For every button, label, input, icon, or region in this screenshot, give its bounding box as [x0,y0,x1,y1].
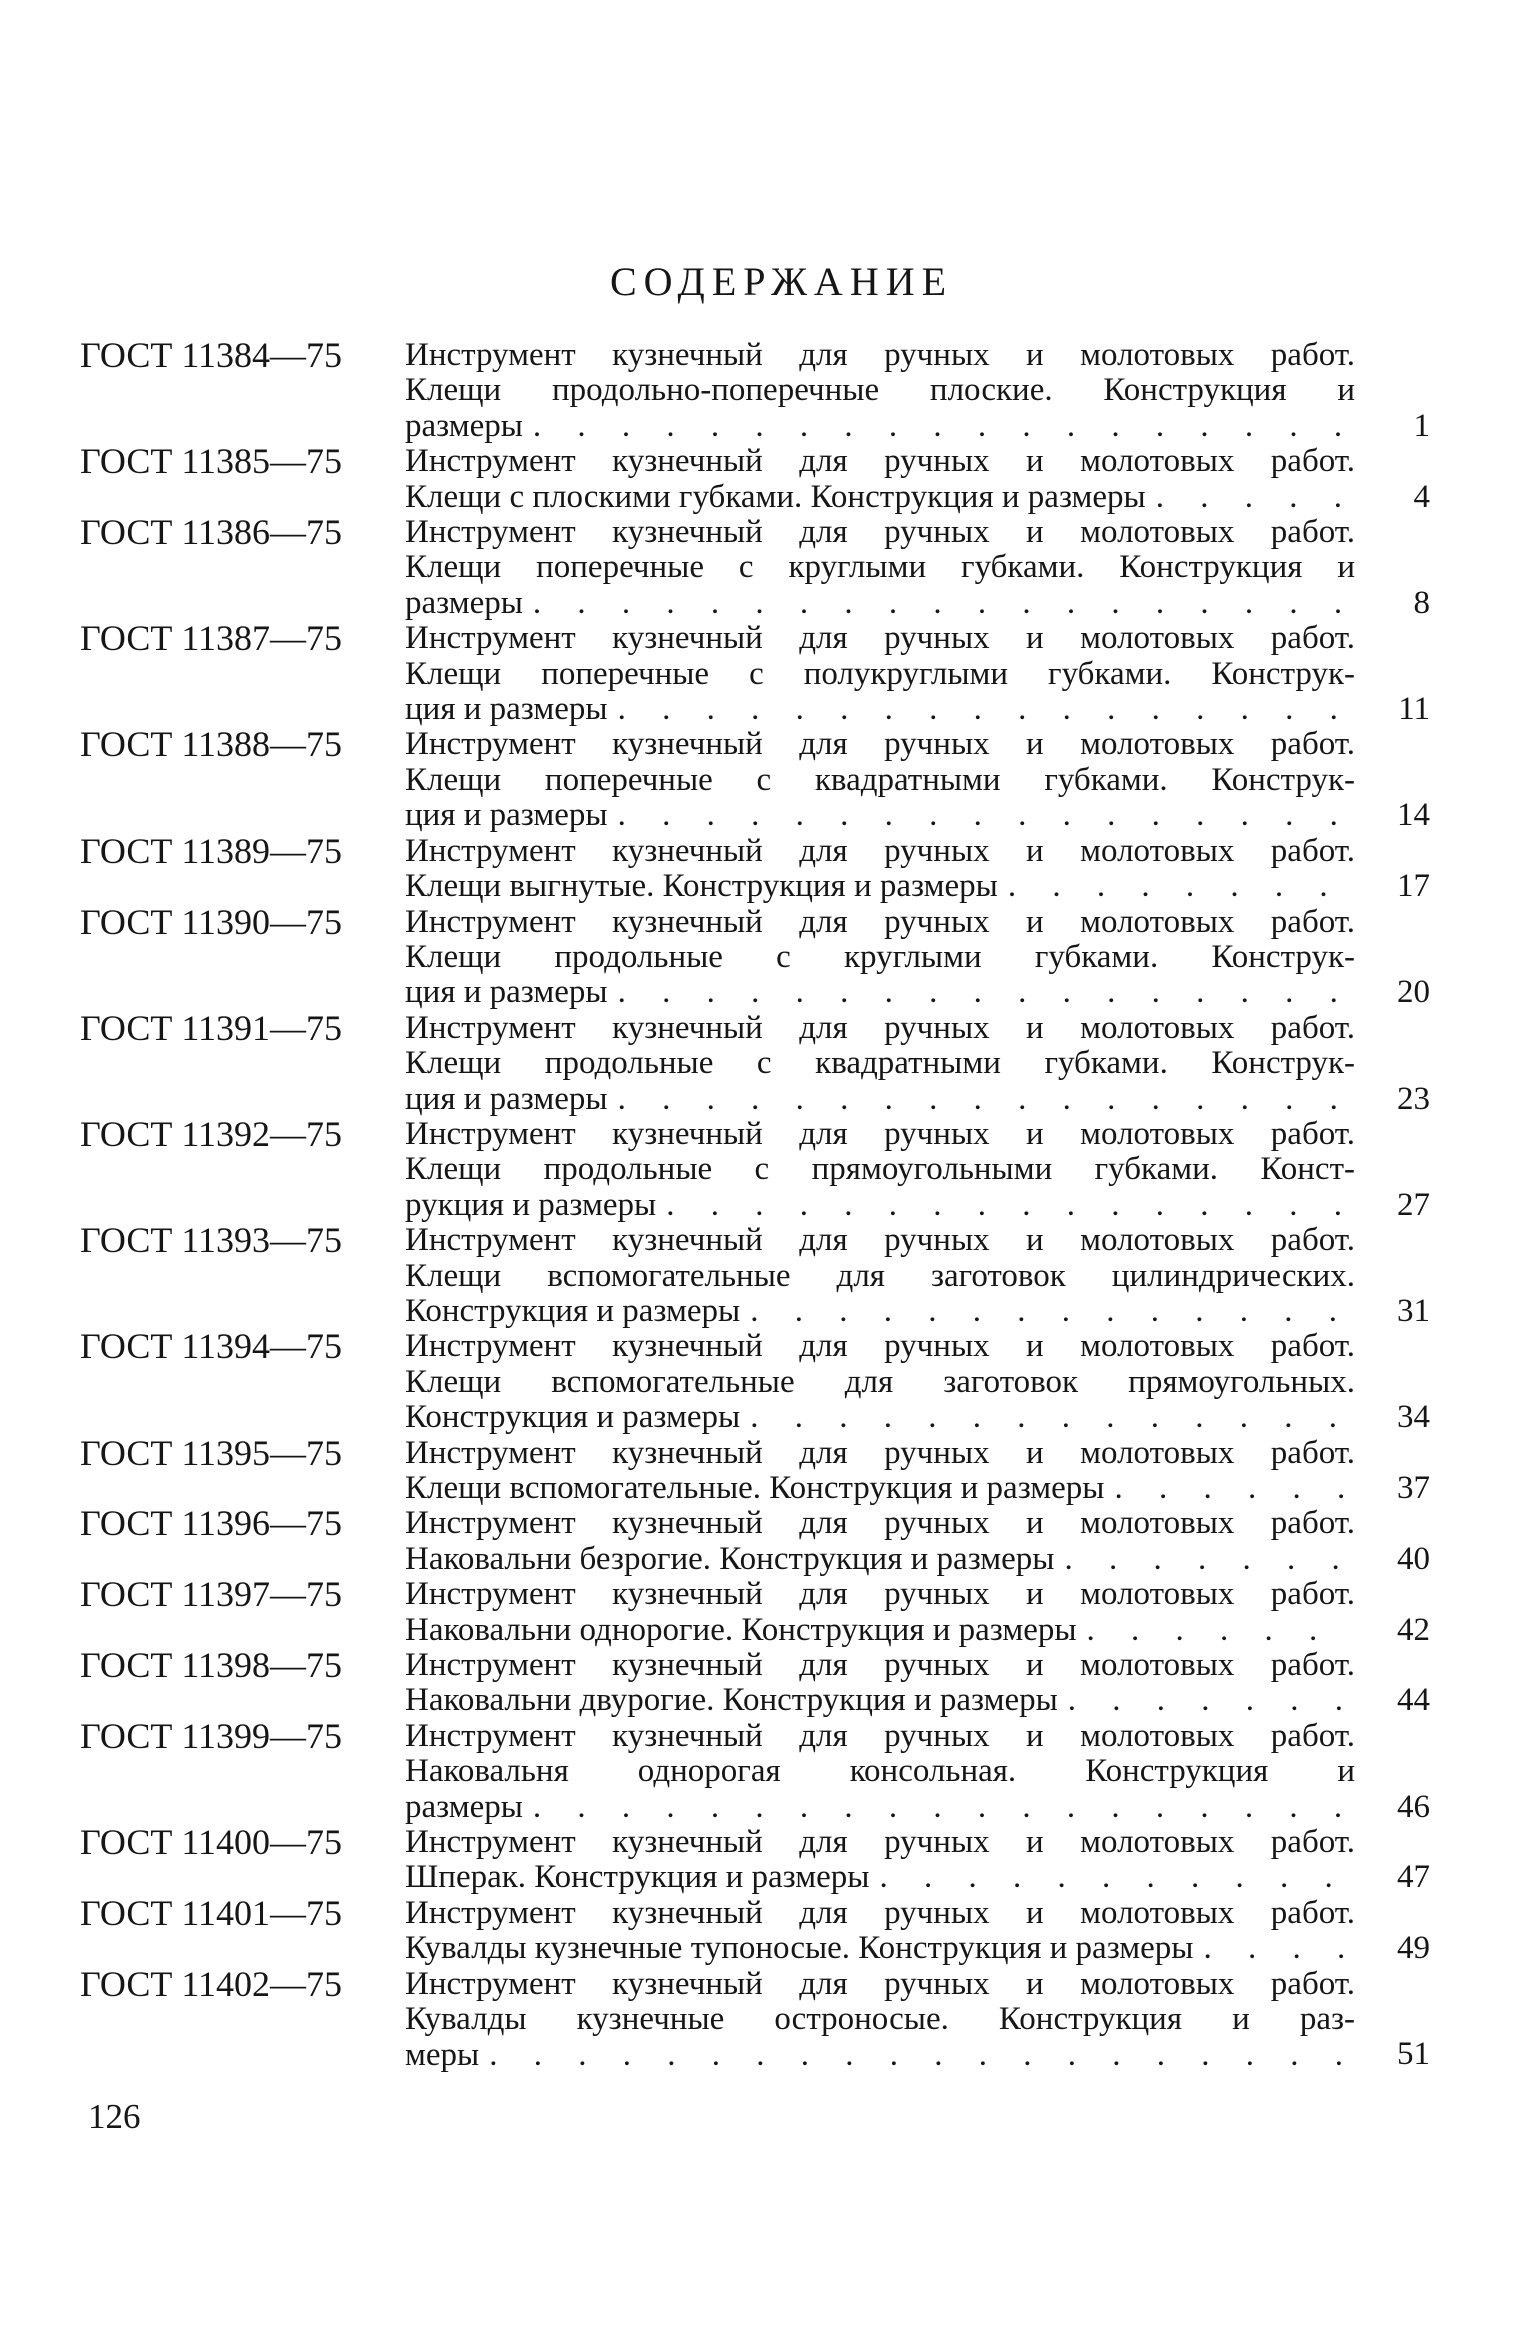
dot-leader [656,1188,1355,1223]
toc-entry [80,1892,1440,1967]
gost-code: ГОСТ 11401—75 [80,1892,343,1933]
toc-entry [80,1220,1440,1329]
description-line: Инструмент кузнечный для ручных и молотовых работ. [405,1115,1355,1152]
gost-code: ГОСТ 11384—75 [80,335,343,375]
page-ref: 51 [1397,2036,1430,2073]
toc-entry [80,618,1440,728]
dot-leader [523,409,1355,444]
entry-description [405,727,1355,833]
toc-entry [80,724,1440,834]
description-line: Инструмент кузнечный для ручных и молотовых работ. [405,443,1355,480]
gost-code: ГОСТ 11398—75 [80,1645,343,1686]
description-line: Клещи поперечные с полукруглыми губками. Конструк- [405,655,1355,692]
entry-description [405,444,1355,515]
gost-code: ГОСТ 11400—75 [80,1822,343,1863]
dot-leader [740,1294,1355,1329]
description-line: Инструмент кузнечный для ручных и молотовых работ. [405,1434,1355,1471]
gost-code: ГОСТ 11391—75 [80,1007,343,1048]
toc-entry [80,830,1440,905]
page-ref: 4 [1413,478,1430,515]
entry-description [405,1223,1355,1329]
description-line: Наковальня однорогая консольная. Конструкция и [405,1753,1355,1790]
dot-leader [608,798,1355,833]
page-ref: 1 [1413,407,1430,444]
description-line: ция и размеры [405,974,608,1011]
entry-description [405,1436,1355,1507]
toc-entry [80,901,1440,1011]
gost-code: ГОСТ 11395—75 [80,1432,343,1473]
page-ref: 23 [1397,1080,1430,1117]
description-line: Клещи вспомогательные для заготовок прямоугольных. [405,1363,1355,1400]
dot-leader [523,1790,1355,1825]
description-line: Инструмент кузнечный для ручных и молотовых работ. [405,1576,1355,1613]
page-ref: 40 [1397,1540,1430,1577]
gost-code: ГОСТ 11392—75 [80,1113,343,1154]
description-line: Клещи с плоскими губками. Конструкция и размеры [405,478,1146,515]
page-ref: 49 [1397,1930,1430,1967]
toc-entry [80,1007,1440,1117]
entry-description [405,1825,1355,1896]
entry-description [405,905,1355,1011]
toc-entry [80,512,1440,621]
gost-code: ГОСТ 11402—75 [80,1963,343,2004]
page-ref: 27 [1397,1186,1430,1223]
description-line: Инструмент кузнечный для ручных и молотовых работ. [405,903,1355,940]
description-line: Клещи продольно-поперечные плоские. Конструкция и [405,372,1355,409]
description-line: Конструкция и размеры [405,1292,741,1329]
description-line: размеры [405,407,523,444]
toc-entry [80,1113,1440,1223]
description-line: Клещи поперечные с круглыми губками. Конструкция и [405,549,1355,586]
description-line: Инструмент кузнечный для ручных и молотовых работ. [405,1965,1355,2002]
toc-entry [80,1715,1440,1825]
entry-description [405,621,1355,727]
description-line: Конструкция и размеры [405,1399,741,1436]
description-line: Клещи продольные с квадратными губками. Конструк- [405,1045,1355,1082]
page-ref: 46 [1397,1788,1430,1825]
description-line: ция и размеры [405,691,608,728]
entry-description [405,1896,1355,1967]
dot-leader [1146,480,1355,515]
toc-entry [80,1503,1440,1577]
description-line: Инструмент кузнечный для ручных и молотовых работ. [405,514,1355,551]
page-ref: 37 [1397,1469,1430,1506]
description-line: Наковальни однорогие. Конструкция и размеры [405,1611,1077,1648]
gost-code: ГОСТ 11390—75 [80,901,343,942]
description-line: ция и размеры [405,797,608,834]
entry-description [405,515,1355,621]
description-line: Шперак. Конструкция и размеры [405,1859,870,1896]
description-line: Инструмент кузнечный для ручных и молотовых работ. [405,1717,1355,1754]
dot-leader [1193,1931,1355,1966]
description-line: Клещи продольные с круглыми губками. Конструк- [405,938,1355,975]
dot-leader [608,975,1355,1010]
description-line: Инструмент кузнечный для ручных и молотовых работ. [405,726,1355,763]
description-line: Инструмент кузнечный для ручных и молотовых работ. [405,832,1355,869]
page-ref: 20 [1397,974,1430,1011]
description-line: Кувалды кузнечные остроносые. Конструкция и раз- [405,2001,1355,2038]
toc-entry [80,1432,1440,1507]
toc-entry [80,1326,1440,1436]
entry-description [405,338,1355,444]
entry-description [405,1967,1355,2073]
gost-code: ГОСТ 11386—75 [80,512,343,553]
description-line: Инструмент кузнечный для ручных и молотовых работ. [405,337,1355,373]
gost-code: ГОСТ 11393—75 [80,1220,343,1261]
gost-code: ГОСТ 11396—75 [80,1503,343,1544]
description-line: Клещи выгнутые. Конструкция и размеры [405,868,998,905]
dot-leader [1054,1542,1355,1577]
toc-entry [80,1574,1440,1648]
description-line: Инструмент кузнечный для ручных и молотовых работ. [405,1222,1355,1259]
toc-entry [80,1963,1440,2073]
entry-description [405,1648,1355,1719]
page-ref: 8 [1413,584,1430,621]
gost-code: ГОСТ 11387—75 [80,618,343,659]
entry-description [405,834,1355,905]
entry-description [405,1719,1355,1825]
description-line: Клещи продольные с прямоугольными губками. Конст- [405,1151,1355,1188]
description-line: Наковальни двурогие. Конструкция и размеры [405,1682,1058,1719]
gost-code: ГОСТ 11397—75 [80,1574,343,1615]
gost-code: ГОСТ 11388—75 [80,724,343,765]
dot-leader [608,1082,1355,1117]
entry-description [405,1329,1355,1435]
dot-leader [740,1400,1355,1435]
page-ref: 17 [1397,868,1430,905]
entry-description [405,1506,1355,1577]
dot-leader [608,692,1355,727]
toc-entry [80,1822,1440,1896]
description-line: рукция и размеры [405,1186,657,1223]
page-ref: 31 [1397,1292,1430,1329]
dot-leader [998,869,1355,904]
description-line: Наковальни безрогие. Конструкция и размеры [405,1540,1055,1577]
table-of-contents [80,335,1440,2073]
toc-entry [80,1645,1440,1719]
gost-code: ГОСТ 11385—75 [80,441,343,482]
description-line: Инструмент кузнечный для ручных и молотовых работ. [405,620,1355,657]
description-line: Инструмент кузнечный для ручных и молотовых работ. [405,1505,1355,1542]
description-line: меры [405,2036,480,2073]
toc-entry [80,441,1440,515]
description-line: Клещи вспомогательные для заготовок цилиндрических. [405,1257,1355,1294]
description-line: Клещи поперечные с квадратными губками. Конструк- [405,761,1355,798]
dot-leader [1104,1471,1355,1506]
gost-code: ГОСТ 11399—75 [80,1715,343,1756]
page-ref: 34 [1397,1399,1430,1436]
gost-code: ГОСТ 11389—75 [80,830,343,871]
page-ref: 47 [1397,1859,1430,1896]
gost-code: ГОСТ 11394—75 [80,1326,343,1367]
description-line: Инструмент кузнечный для ручных и молотовых работ. [405,1824,1355,1861]
page-number: 126 [88,2097,141,2136]
entry-description [405,1117,1355,1223]
description-line: размеры [405,584,523,621]
dot-leader [1077,1613,1355,1648]
page-title: СОДЕРЖАНИЕ [609,259,954,304]
dot-leader [523,586,1355,621]
description-line: Инструмент кузнечный для ручных и молотовых работ. [405,1009,1355,1046]
description-line: Клещи вспомогательные. Конструкция и размеры [405,1470,1105,1506]
dot-leader [479,2038,1355,2073]
description-line: Инструмент кузнечный для ручных и молотовых работ. [405,1894,1355,1931]
description-line: Инструмент кузнечный для ручных и молотовых работ. [405,1328,1355,1365]
dot-leader [869,1860,1355,1895]
page-ref: 42 [1397,1611,1430,1648]
entry-description [405,1577,1355,1648]
description-line: Кувалды кузнечные тупоносые. Конструкция и размеры [405,1930,1194,1967]
toc-entry [80,335,1440,444]
page-ref: 11 [1398,691,1430,728]
page-ref: 14 [1397,797,1430,834]
description-line: Инструмент кузнечный для ручных и молотовых работ. [405,1647,1355,1684]
dot-leader [1058,1683,1355,1718]
description-line: ция и размеры [405,1080,608,1117]
page-ref: 44 [1397,1682,1430,1719]
entry-description [405,1011,1355,1117]
description-line: размеры [405,1788,523,1825]
